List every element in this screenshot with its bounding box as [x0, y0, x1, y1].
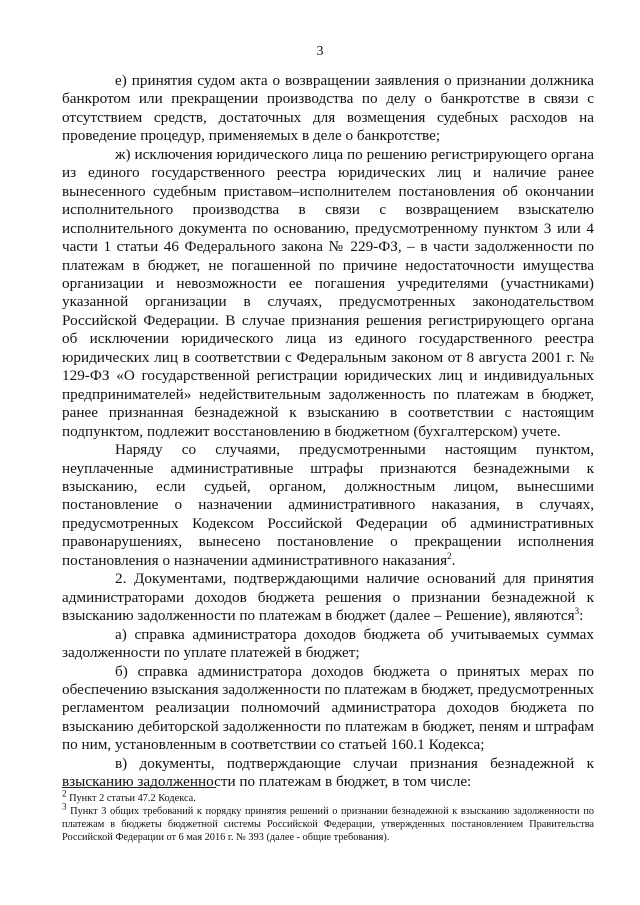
paragraph-fines: Наряду со случаями, предусмотренными настоящим пунктом, неуплаченные административные штрафы признаются безнадежными к взысканию, если судьей, органом, должностным лицом, вынесшими постановление о назначении административного наказания, в случаях, предусмотренных Кодексом Российской Федерации об административных правонарушениях, вынесено постановление о прекращении исполнения постановления о назначении административного наказания$^2$. — [62, 441, 594, 569]
paragraph-e: е) принятия судом акта о возвращении заявления о признании должника банкротом или прекращении производства по делу о банкротстве в связи с отсутствием средств, достаточных для возмещения судебных расходов на проведение процедур, применяемых в деле о банкротстве; — [62, 72, 594, 145]
paragraph-2: 2. Документами, подтверждающими наличие оснований для принятия администраторами доходов бюджета решения о признании безнадежной к взысканию задолженности по платежам в бюджет (далее – Решение), являются$^3$: — [62, 570, 594, 625]
paragraph-b: б) справка администратора доходов бюджета о принятых мерах по обеспечению взыскания задолженности по платежам в бюджет, предусмотренных регламентом реализации полномочий администратора доходов бюджета по взысканию дебиторской задолженности по платежам в бюджет, пеням и штрафам по ним, установленным в соответствии со статьей 160.1 Кодекса; — [62, 662, 594, 754]
paragraph-v: в) документы, подтверждающие случаи признания безнадежной к взысканию задолженности по платежам в бюджет, в том числе: — [62, 754, 594, 791]
paragraph-zh: ж) исключения юридического лица по решению регистрирующего органа из единого государственного реестра юридических лиц и наличие ранее вынесенного судебным приставом–исполнителем постановления об окончании исполнительного производства в связи с возвращением взыскателю исполнительного документа по основанию, предусмотренному пунктом 3 или 4 части 1 статьи 46 Федерального закона № 229-ФЗ, – в части задолженности по платежам в бюджет, не погашенной по причине недостаточности имущества организации и невозможности ее погашения учредителями (участниками) указанной организации в случаях, предусмотренных законодательством Российской Федерации. В случае признания решения регистрирующего органа об исключении юридического лица из единого государственного реестра юридических лиц в соответствии с Федеральным законом от 8 августа 2001 г. № 129-ФЗ «О государственной регистрации юридических лиц и индивидуальных предпринимателей» недействительным задолженность по платежам в бюджет, ранее признанная безнадежной к взысканию в соответствии с настоящим подпунктом, подлежит восстановлению в бюджетном (бухгалтерском) учете. — [62, 145, 594, 440]
footnotes — [62, 788, 594, 844]
footnote-divider — [62, 787, 216, 788]
paragraph-a: а) справка администратора доходов бюджета об учитываемых суммах задолженности по уплате платежей в бюджет; — [62, 625, 594, 662]
footnote-ref-3: 3 — [574, 606, 580, 617]
footnote-ref-2: 2 — [447, 550, 452, 561]
footnote-2: $^2$ Пункт 2 статьи 47.2 Кодекса. — [62, 788, 196, 804]
page-number: 3 — [316, 44, 324, 59]
footnote-3: $^3$ Пункт 3 общих требований к порядку принятия решений о признании безнадежной к взысканию задолженности по платежам в бюджеты бюджетной системы Российской Федерации, утвержденных постановлением Правительства Российской Федерации от 6 мая 2016 г. № 393 (далее - общие требования). — [62, 801, 594, 843]
body-text — [62, 72, 594, 792]
